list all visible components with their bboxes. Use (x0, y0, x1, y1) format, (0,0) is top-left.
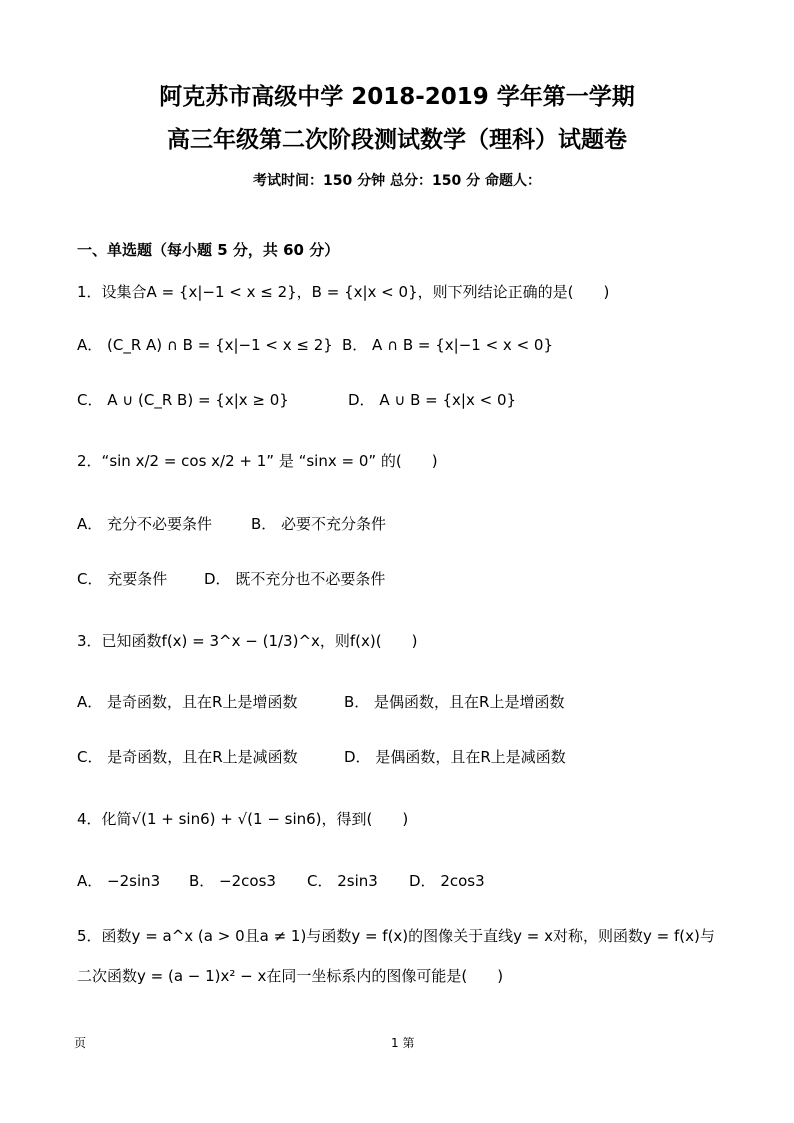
exam-info: 考试时间：150 分钟 总分：150 分 命题人： (253, 173, 541, 189)
section-heading: 一、单选题（每小题 5 分，共 60 分） (77, 241, 340, 259)
question-2-option-d: D． 既不充分也不必要条件 (204, 570, 386, 588)
question-3-option-a: A． 是奇函数，且在R上是增函数 (77, 693, 298, 711)
question-3-option-d: D． 是偶函数，且在R上是减函数 (344, 748, 566, 766)
question-3-stem: 3．已知函数f(x) = 3^x − (1/3)^x，则f(x)( ) (77, 632, 418, 650)
exam-title-line2: 高三年级第二次阶段测试数学（理科）试题卷 (167, 127, 627, 153)
question-4-option-a: A． −2sin3 (77, 872, 161, 890)
exam-title-line1: 阿克苏市高级中学 2018-2019 学年第一学期 (159, 84, 635, 110)
question-2-option-a: A． 充分不必要条件 (77, 515, 213, 533)
question-1-option-d: D． A ∪ B = {x|x < 0} (348, 391, 517, 409)
question-4-option-d: D． 2cos3 (409, 872, 485, 890)
question-4-option-b: B． −2cos3 (189, 872, 276, 890)
question-1-option-b: B． A ∩ B = {x|−1 < x < 0} (342, 336, 553, 354)
footer-page-number: 1 第 (391, 1036, 415, 1050)
question-3-option-b: B． 是偶函数，且在R上是增函数 (344, 693, 565, 711)
question-2-option-b: B． 必要不充分条件 (251, 515, 387, 533)
question-4-option-c: C． 2sin3 (307, 872, 378, 890)
question-1-option-a: A． (C_R A) ∩ B = {x|−1 < x ≤ 2} (77, 336, 333, 354)
question-4-stem: 4．化简√(1 + sin6) + √(1 − sin6)，得到( ) (77, 810, 409, 828)
question-1-option-c: C． A ∪ (C_R B) = {x|x ≥ 0} (77, 391, 289, 409)
question-5-stem-line2: 二次函数y = (a − 1)x² − x在同一坐标系内的图像可能是( ) (77, 967, 504, 985)
question-1-stem: 1．设集合A = {x|−1 < x ≤ 2}，B = {x|x < 0}，则下列结论正确的是( ) (77, 283, 610, 301)
question-2-option-c: C． 充要条件 (77, 570, 168, 588)
question-2-stem: 2．“sin x/2 = cos x/2 + 1” 是 “sinx = 0” 的( ) (77, 452, 438, 470)
question-3-option-c: C． 是奇函数，且在R上是减函数 (77, 748, 298, 766)
question-5-stem-line1: 5．函数y = a^x (a > 0且a ≠ 1)与函数y = f(x)的图像关于直线y = x对称，则函数y = f(x)与 (77, 927, 715, 945)
footer-page-label: 页 (74, 1036, 87, 1050)
